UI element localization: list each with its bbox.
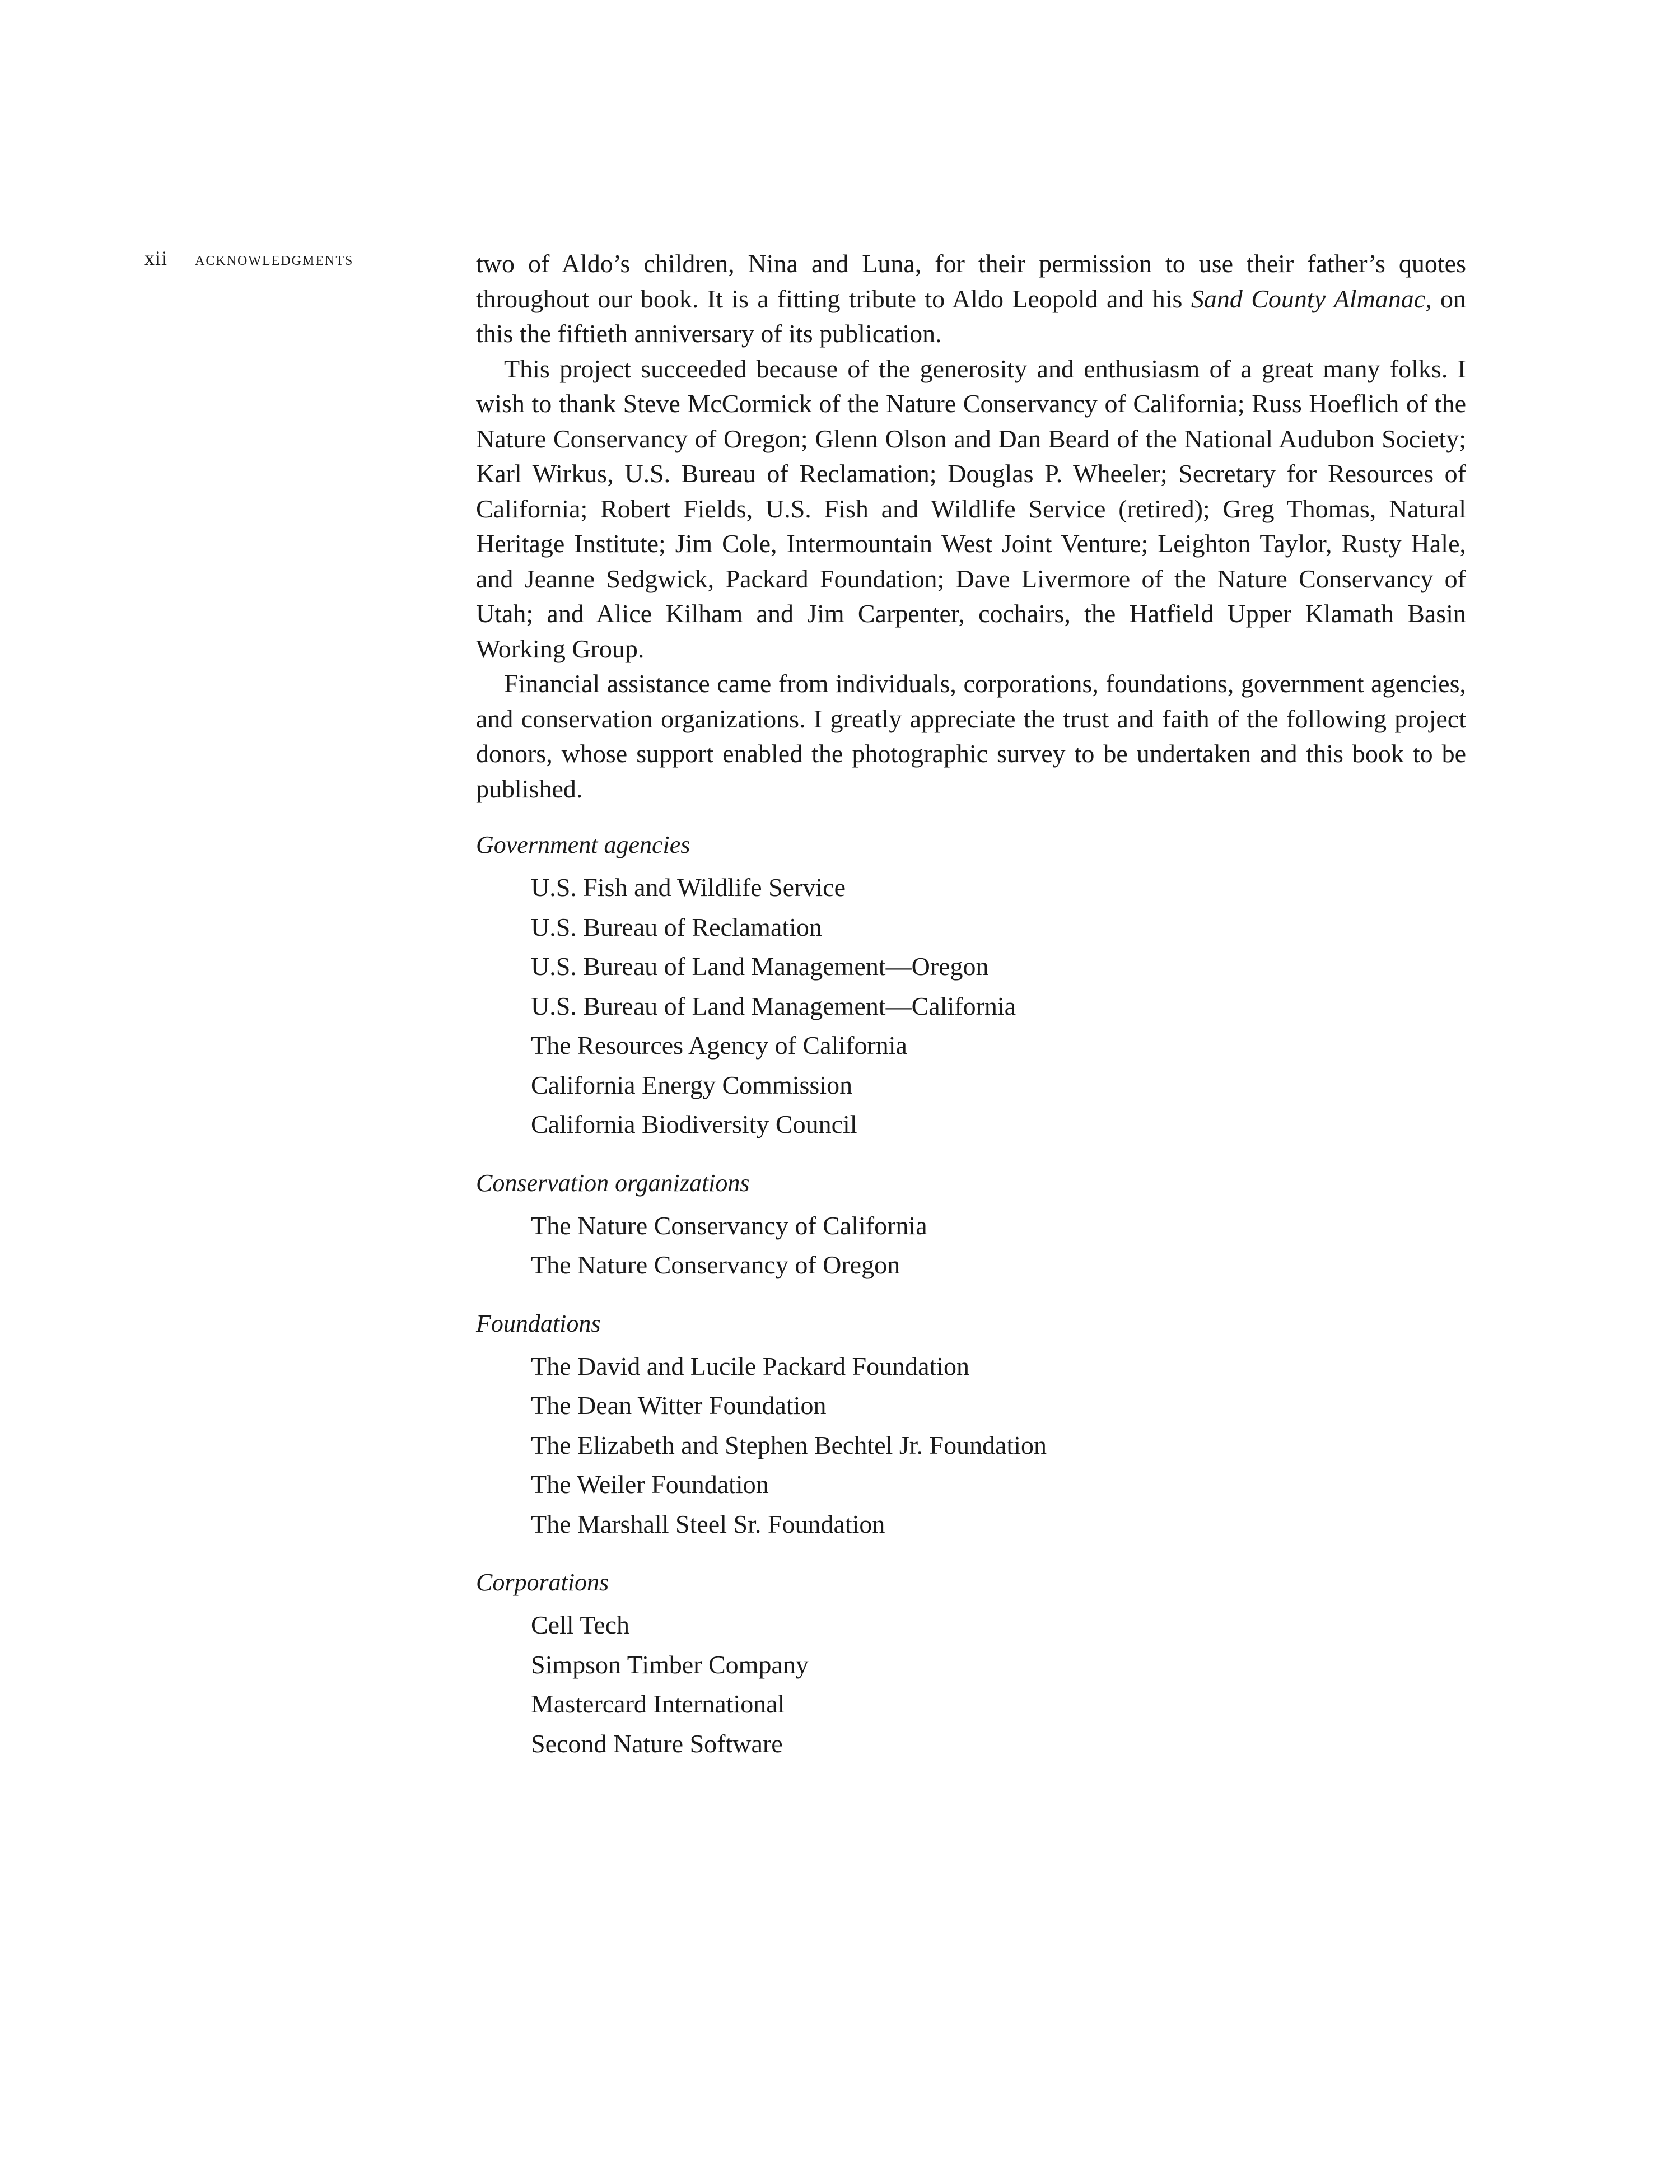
running-head: [144, 246, 353, 270]
donor-list: [476, 868, 1466, 1145]
donor-item: The Marshall Steel Sr. Foundation: [531, 1509, 885, 1538]
donor-list: [476, 1606, 1466, 1763]
donor-item: The Nature Conservancy of California: [531, 1211, 927, 1240]
page-number: xii: [144, 247, 168, 269]
paragraph-3: Financial assistance came from individuals, corporations, foundations, government agencies, and conservation organizations. I greatly appreciate the trust and faith of the following project donors, whose support enabled the photographic survey to be undertaken and this book to be published.: [476, 669, 1466, 803]
donor-item: U.S. Bureau of Land Management—Oregon: [531, 952, 989, 981]
donor-item: The Elizabeth and Stephen Bechtel Jr. Foundation: [531, 1430, 1047, 1459]
paragraph-1-end: on this the fiftieth anniversary of its publication.: [476, 284, 1467, 348]
donor-item: U.S. Fish and Wildlife Service: [531, 873, 846, 902]
donor-item: The Resources Agency of California: [531, 1031, 907, 1060]
donor-item: Simpson Timber Company: [531, 1650, 809, 1679]
donor-item: The Dean Witter Foundation: [531, 1391, 827, 1420]
section-title: ACKNOWLEDGMENTS: [195, 254, 354, 268]
main-text: [476, 246, 1466, 1763]
donor-item: U.S. Bureau of Land Management—California: [531, 991, 1016, 1020]
group-heading: Corporations: [476, 1569, 609, 1596]
donor-group-corporations: [476, 1565, 1466, 1763]
donor-group-government: [476, 828, 1466, 1145]
paragraph-1-start: two of Aldo’s children, Nina and Luna, for their permission to use their father’s quotes throughout our book. It is a fitting tribute to Aldo Leopold and his: [476, 249, 1466, 313]
group-heading: Government agencies: [476, 831, 690, 858]
donor-item: Cell Tech: [531, 1611, 630, 1639]
donor-list: [476, 1347, 1466, 1544]
donor-item: U.S. Bureau of Reclamation: [531, 912, 822, 941]
paragraph-2: This project succeeded because of the generosity and enthusiasm of a great many folks. I wish to thank Steve McCormick of the Nature Conservancy of California; Russ Hoeflich of the Nature Conservancy of Oregon; Glenn Olson and Dan Beard of the National Audubon Society; Karl Wirkus, U.S. Bureau of Reclamation; Douglas P. Wheeler; Secretary for Resources of California; Robert Fields, U.S. Fish and Wildlife Service (retired); Greg Thomas, Natural Heritage Institute; Jim Cole, Intermountain West Joint Venture; Leighton Taylor, Rusty Hale, and Jeanne Sedgwick, Packard Foundation; Dave Livermore of the Nature Conservancy of Utah; and Alice Kilham and Jim Carpenter, cochairs, the Hatfield Upper Klamath Basin Working Group.: [476, 354, 1466, 663]
group-heading: Conservation organizations: [476, 1169, 750, 1197]
donor-item: California Energy Commission: [531, 1070, 853, 1099]
donor-item: The Weiler Foundation: [531, 1470, 769, 1499]
donor-list: [476, 1206, 1466, 1285]
paragraph-1: [476, 246, 1466, 352]
donor-item: The David and Lucile Packard Foundation: [531, 1351, 970, 1380]
donor-group-foundations: [476, 1306, 1466, 1544]
donor-item: California Biodiversity Council: [531, 1110, 857, 1138]
donor-item: The Nature Conservancy of Oregon: [531, 1250, 900, 1279]
donor-item: Second Nature Software: [531, 1729, 783, 1758]
donor-item: Mastercard International: [531, 1690, 785, 1718]
donor-group-conservation: [476, 1166, 1466, 1285]
group-heading: Foundations: [476, 1309, 601, 1337]
book-title: Sand County Almanac,: [1191, 284, 1432, 313]
